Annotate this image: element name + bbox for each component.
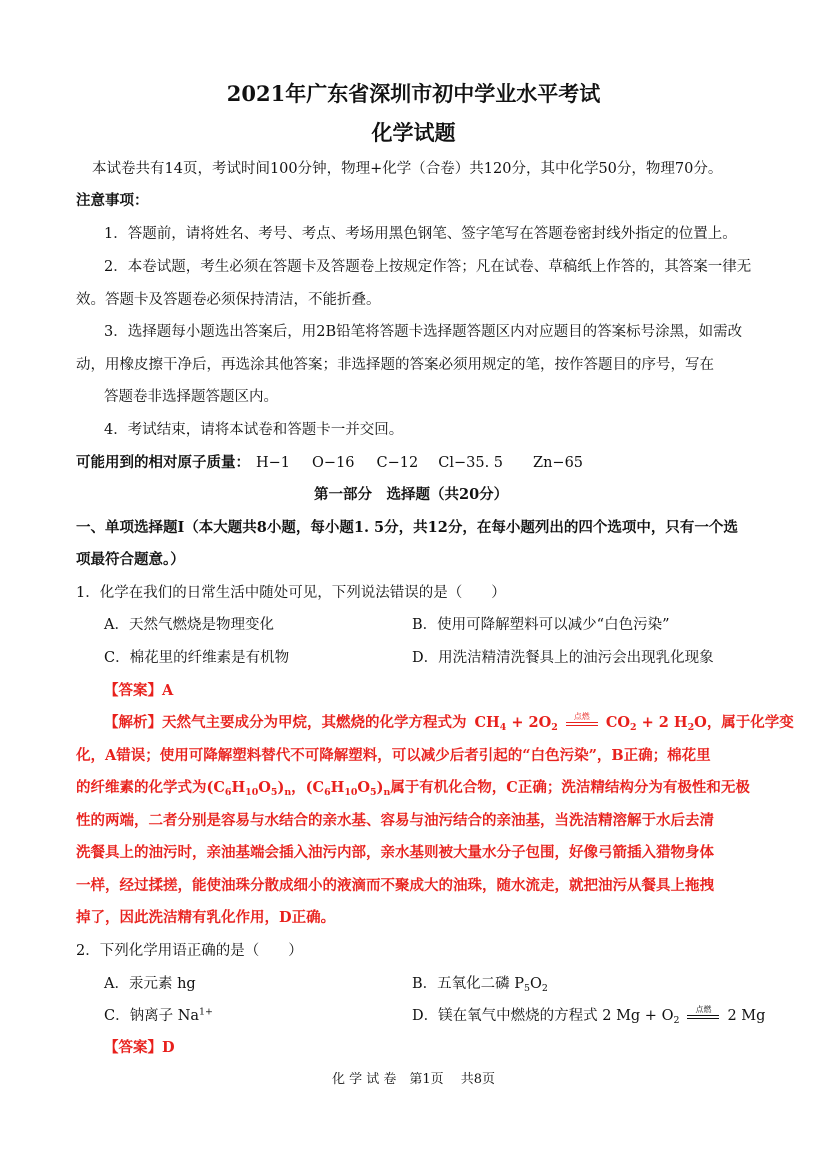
atomic-mass-value: C−12 — [376, 455, 419, 471]
notice-item: 效。答题卡及答题卷必须保持清洁，不能折叠。 — [76, 292, 381, 308]
q1-analysis-line — [104, 711, 794, 732]
analysis-text: 天然气主要成分为甲烷，其燃烧的化学方程式为 — [162, 714, 467, 731]
question-1-stem: 1．化学在我们的日常生活中随处可见，下列说法错误的是（ ） — [76, 585, 506, 601]
q2-answer: 【答案】D — [104, 1039, 175, 1056]
section-heading: 一、单项选择题Ⅰ（本大题共8小题，每小题1. 5分，共12分，在每小题列出的四个选项中，只有一个选 — [76, 519, 738, 536]
atomic-mass-value: H−1 — [256, 455, 291, 471]
reaction-condition: 点燃 — [695, 1005, 712, 1014]
notice-item: 4．考试结束，请将本试卷和答题卡一并交回。 — [104, 422, 404, 438]
notice-item: 3．选择题每小题选出答案后，用2B铅笔将答题卡选择题答题区内对应题目的答案标号涂黑，如需改 — [104, 324, 743, 340]
q1-option-a: A．天然气燃烧是物理变化 — [104, 617, 274, 633]
formula-subscript: 2 — [629, 721, 637, 733]
formula-subscript: 5 — [370, 786, 377, 798]
formula-subscript: 2 — [673, 1014, 680, 1026]
formula-text: O — [258, 779, 271, 796]
q1-analysis-line: 化，A错误；使用可降解塑料替代不可降解塑料，可以减少后者引起的“白色污染”，B正确；棉花里 — [76, 747, 711, 764]
formula-text: ) — [376, 779, 384, 796]
q2-option-d — [412, 1004, 765, 1025]
notice-item: 1．答题前，请将姓名、考号、考点、考场用黑色钢笔、签字笔写在答题卷密封线外指定的位置上。 — [104, 226, 737, 242]
formula-subscript: 5 — [524, 982, 531, 994]
option-text: 2 Mg — [727, 1008, 766, 1024]
analysis-text: 的纤维素的化学式为(C — [76, 779, 225, 796]
page-footer: 化 学 试 卷 第1页 共8页 — [331, 1072, 496, 1087]
section-heading-cont: 项最符合题意。） — [76, 551, 185, 568]
option-text: C．钠离子 Na — [104, 1008, 200, 1024]
formula-subscript: 5 — [270, 786, 278, 798]
notice-heading: 注意事项： — [76, 192, 149, 209]
formula-subscript: 2 — [551, 721, 558, 733]
formula-text: O — [357, 779, 371, 796]
reaction-condition: 点燃 — [573, 712, 590, 721]
q1-option-c: C．棉花里的纤维素是有机物 — [104, 650, 290, 666]
formula-subscript: 10 — [245, 786, 259, 798]
option-text: O — [530, 976, 542, 992]
atomic-masses — [76, 451, 583, 472]
atomic-mass-value: O−16 — [312, 455, 355, 471]
atomic-mass-value: Cl−35. 5 — [438, 455, 504, 471]
notice-item: 答题卷非选择题答题区内。 — [104, 389, 278, 405]
formula-text: H — [231, 779, 246, 796]
q2-option-c — [104, 1004, 213, 1025]
formula-subscript: 4 — [499, 721, 507, 733]
intro-text: 本试卷共有14页，考试时间100分钟，物理+化学（合卷）共120分，其中化学50分，物理70分。 — [92, 161, 723, 177]
formula-text: ) — [277, 779, 285, 796]
part-title: 第一部分 选择题（共20分） — [314, 486, 509, 503]
formula-text: CO — [605, 714, 630, 731]
formula-subscript: 2 — [687, 721, 695, 733]
analysis-text: 属于有机化合物，C正确；洗洁精结构分为有极性和无极 — [390, 779, 750, 796]
formula-text: + 2O — [506, 714, 552, 731]
formula-subscript: n — [383, 786, 391, 798]
formula-text: + 2 H — [636, 714, 688, 731]
question-2-stem: 2．下列化学用语正确的是（ ） — [76, 943, 303, 959]
q1-option-d: D．用洗洁精清洗餐具上的油污会出现乳化现象 — [412, 650, 714, 666]
analysis-text: ，属于化学变 — [706, 714, 794, 731]
formula-subscript: n — [284, 786, 292, 798]
formula-subscript: 6 — [324, 786, 331, 798]
formula-superscript: 1+ — [199, 1006, 213, 1018]
analysis-label: 【解析】 — [104, 714, 162, 731]
reaction-equal-sign — [562, 712, 602, 731]
q2-option-b — [412, 972, 548, 993]
q1-analysis-line: 掉了，因此洗洁精有乳化作用，D正确。 — [76, 909, 336, 926]
q1-option-b: B．使用可降解塑料可以减少“白色污染” — [412, 617, 670, 633]
notice-item: 2．本卷试题，考生必须在答题卡及答题卷上按规定作答；凡在试卷、草稿纸上作答的，其答案一律无 — [104, 259, 752, 275]
q1-analysis-line: 一样，经过揉搓，能使油珠分散成细小的液滴而不聚成大的油珠，随水流走，就把油污从餐具上拖拽 — [76, 877, 714, 894]
q1-analysis-line — [76, 776, 750, 797]
exam-title: 2021年广东省深圳市初中学业水平考试 — [226, 81, 601, 106]
q1-answer: 【答案】A — [104, 682, 174, 699]
formula-subscript: 10 — [344, 786, 358, 798]
q2-option-a: A．汞元素 hg — [104, 976, 196, 992]
notice-item: 动，用橡皮擦干净后，再选涂其他答案；非选择题的答案必须用规定的笔，按作答题目的序号，写在 — [76, 357, 714, 373]
q1-analysis-line: 性的两端，二者分别是容易与水结合的亲水基、容易与油污结合的亲油基，当洗洁精溶解于水后去清 — [76, 812, 714, 829]
formula-text: O — [694, 714, 707, 731]
formula-text: H — [330, 779, 345, 796]
formula-subscript: 2 — [541, 982, 548, 994]
formula-text: CH — [474, 714, 500, 731]
option-text: D．镁在氧气中燃烧的方程式 2 Mg + O — [412, 1008, 674, 1024]
exam-subtitle: 化学试题 — [371, 120, 456, 145]
formula-text: ，(C — [291, 779, 325, 796]
formula-subscript: 6 — [224, 786, 232, 798]
reaction-equal-sign — [683, 1005, 723, 1024]
q1-analysis-line: 洗餐具上的油污时，亲油基端会插入油污内部，亲水基则被大量水分子包围，好像弓箭插入猎物身体 — [76, 844, 714, 861]
option-text: B．五氧化二磷 P — [412, 976, 525, 992]
atomic-masses-label: 可能用到的相对原子质量： — [76, 454, 250, 471]
atomic-mass-value: Zn−65 — [533, 455, 584, 471]
